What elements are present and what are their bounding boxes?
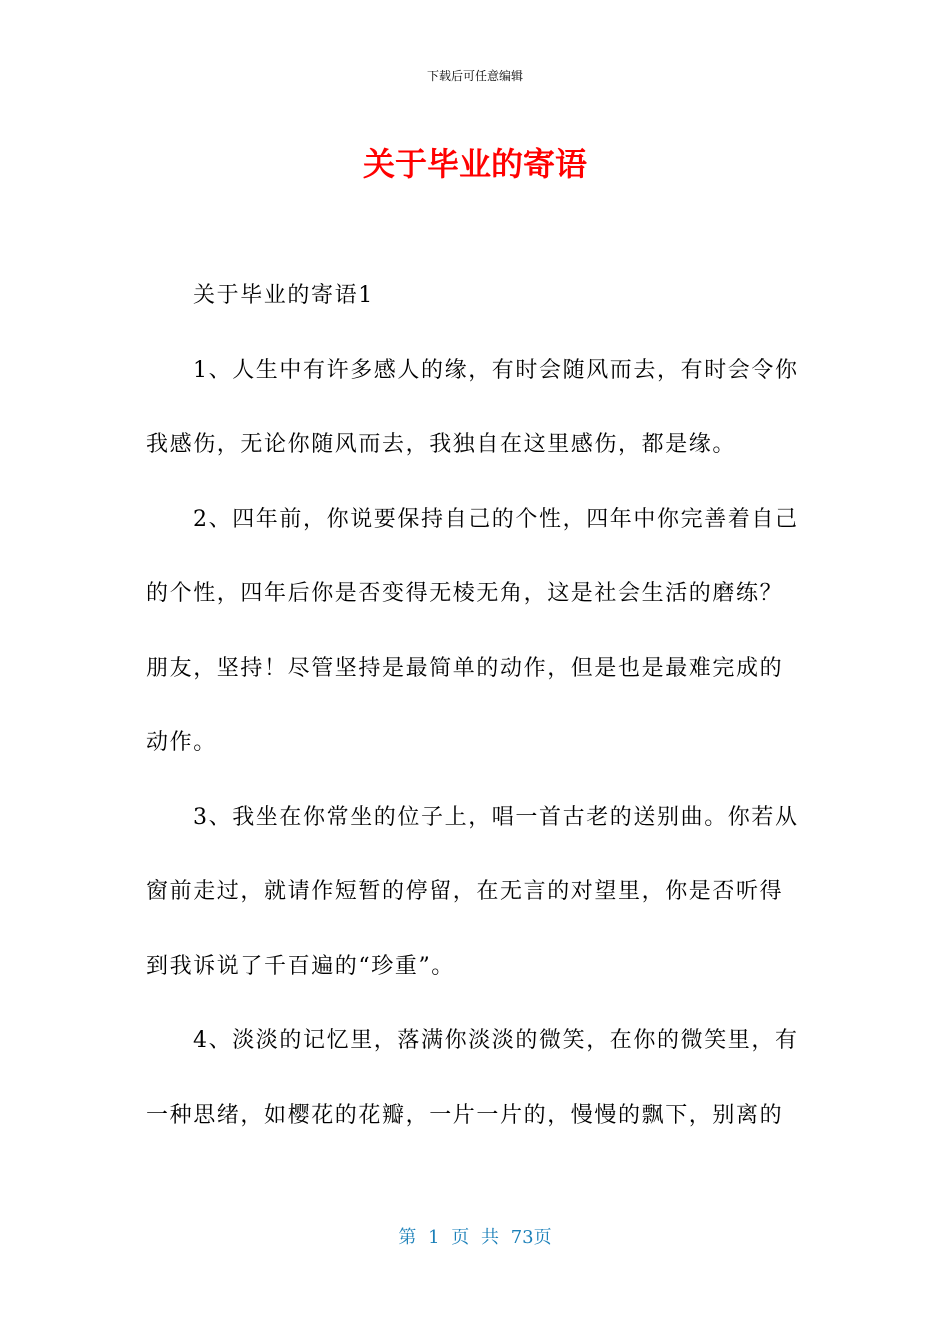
page-number: 第 1 页 共 73页 <box>398 1227 552 1248</box>
paragraph-1: 1、人生中有许多感人的缘，有时会随风而去，有时会令你我感伤，无论你随风而去，我独自在这里感伤，都是缘。 <box>146 357 799 457</box>
paragraph-2: 2、四年前，你说要保持自己的个性，四年中你完善着自己的个性，四年后你是否变得无棱无角，这是社会生活的磨练？朋友，坚持！尽管坚持是最简单的动作，但是也是最难完成的动作。 <box>146 506 799 755</box>
document-body <box>146 259 806 1153</box>
paragraph-3: 3、我坐在你常坐的位子上，唱一首古老的送别曲。你若从窗前走过，就请作短暂的停留，在无言的对望里，你是否听得到我诉说了千百遍的“珍重”。 <box>146 804 799 979</box>
header-note: 下载后可任意编辑 <box>426 69 523 83</box>
paragraph-subtitle: 关于毕业的寄语1 <box>193 283 374 308</box>
document-title: 关于毕业的寄语 <box>362 145 587 183</box>
paragraph-4: 4、淡淡的记忆里，落满你淡淡的微笑，在你的微笑里，有一种思绪，如樱花的花瓣，一片一片的，慢慢的飘下，别离的 <box>146 1028 799 1128</box>
